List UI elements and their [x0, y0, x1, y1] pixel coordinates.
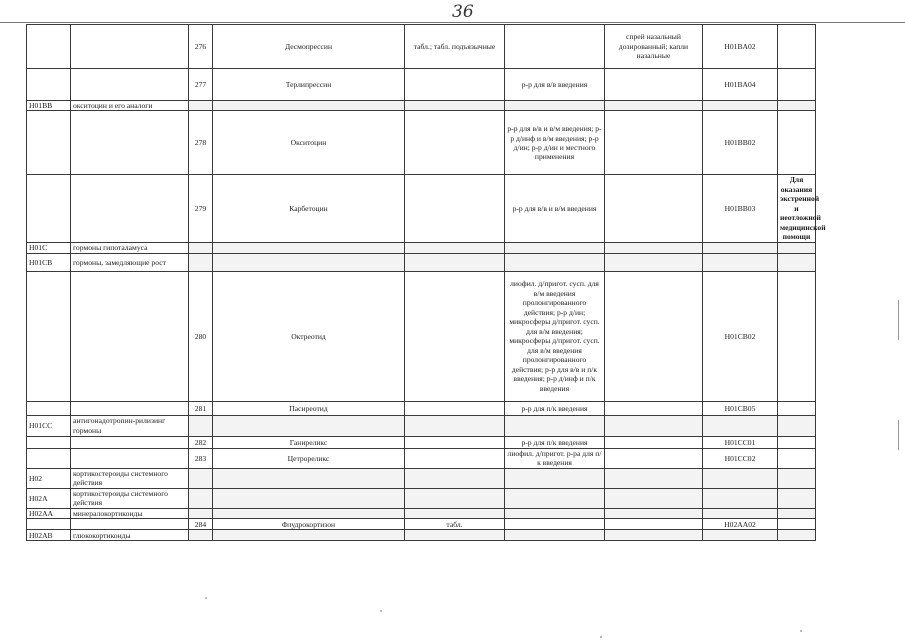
- atc-code-cell: [27, 519, 71, 530]
- note-cell: [778, 25, 816, 69]
- dosage-form-other-cell: спрей назальный дозированный; капли назальные: [605, 25, 703, 69]
- note-cell: Для оказания экстренной и неотложной медицинской помощи: [778, 175, 816, 242]
- table-body: [27, 25, 826, 541]
- atc-drug-code-cell: H01CB02: [703, 271, 778, 401]
- dosage-form-oral-cell: [405, 271, 505, 401]
- group-name-cell: глюкокортикоиды: [71, 530, 189, 541]
- dosage-form-other-cell: [605, 436, 703, 448]
- dosage-form-oral-cell: [405, 436, 505, 448]
- dosage-form-injection-cell: лиофил. д/пригот. р-ра для п/к введения: [505, 448, 605, 468]
- empty-cell: [405, 508, 505, 518]
- drug-name-cell: Пасиреотид: [213, 401, 405, 415]
- empty-cell: [189, 468, 213, 488]
- atc-drug-code-cell: H01CC02: [703, 448, 778, 468]
- empty-cell: [505, 242, 605, 253]
- atc-code-cell: H01C: [27, 242, 71, 253]
- empty-cell: [778, 242, 816, 253]
- empty-cell: [778, 253, 816, 271]
- table-row: [27, 519, 816, 530]
- table-row: [27, 25, 816, 69]
- empty-cell: [405, 468, 505, 488]
- drug-name-cell: Октреотид: [213, 271, 405, 401]
- dosage-form-injection-cell: р-р для п/к введения: [505, 401, 605, 415]
- atc-drug-code-cell: H01BA02: [703, 25, 778, 69]
- group-header-row: [27, 253, 816, 271]
- atc-code-cell: H02A: [27, 488, 71, 508]
- drug-name-cell: Ганиреликс: [213, 436, 405, 448]
- group-name-cell: окситоцин и его аналоги: [71, 101, 189, 111]
- row-number-cell: 281: [189, 401, 213, 415]
- row-number-cell: 277: [189, 69, 213, 101]
- empty-cell: [189, 415, 213, 436]
- group-header-row: [27, 468, 816, 488]
- empty-cell: [213, 530, 405, 541]
- empty-cell: [605, 101, 703, 111]
- empty-cell: [505, 508, 605, 518]
- dosage-form-oral-cell: [405, 111, 505, 175]
- dosage-form-oral-cell: табл.: [405, 519, 505, 530]
- atc-drug-code-cell: H01CB05: [703, 401, 778, 415]
- dosage-form-injection-cell: р-р для в/в и в/м введения; р-р д/инф и в/м введения; р-р д/ин; р-р д/ин и местного применения: [505, 111, 605, 175]
- dosage-form-oral-cell: табл.; табл. подъязычные: [405, 25, 505, 69]
- dosage-form-injection-cell: р-р для п/к введения: [505, 436, 605, 448]
- drug-name-cell: Терлипрессин: [213, 69, 405, 101]
- empty-cell: [405, 415, 505, 436]
- group-header-row: [27, 508, 816, 518]
- empty-cell: [703, 488, 778, 508]
- empty-cell: [505, 101, 605, 111]
- dosage-form-injection-cell: р-р для в/в и в/м введения: [505, 175, 605, 242]
- note-cell: [778, 271, 816, 401]
- group-name-cell: [71, 519, 189, 530]
- empty-cell: [405, 530, 505, 541]
- dosage-form-injection-cell: [505, 519, 605, 530]
- atc-code-cell: [27, 436, 71, 448]
- row-number-cell: 278: [189, 111, 213, 175]
- empty-cell: [405, 242, 505, 253]
- empty-cell: [189, 253, 213, 271]
- table-row: [27, 448, 816, 468]
- atc-code-cell: [27, 401, 71, 415]
- dosage-form-oral-cell: [405, 69, 505, 101]
- row-number-cell: 280: [189, 271, 213, 401]
- table-row: [27, 111, 816, 175]
- drug-name-cell: Флудрокортизон: [213, 519, 405, 530]
- empty-cell: [213, 101, 405, 111]
- empty-cell: [778, 415, 816, 436]
- scan-speck: [205, 597, 207, 599]
- empty-cell: [703, 101, 778, 111]
- atc-code-cell: H01CB: [27, 253, 71, 271]
- note-cell: [778, 401, 816, 415]
- empty-cell: [189, 530, 213, 541]
- dosage-form-oral-cell: [405, 175, 505, 242]
- atc-code-cell: H01BB: [27, 101, 71, 111]
- dosage-form-other-cell: [605, 271, 703, 401]
- group-name-cell: [71, 25, 189, 69]
- row-number-cell: 283: [189, 448, 213, 468]
- scan-speck: [380, 610, 382, 612]
- empty-cell: [213, 468, 405, 488]
- empty-cell: [505, 468, 605, 488]
- group-header-row: [27, 101, 816, 111]
- empty-cell: [605, 415, 703, 436]
- empty-cell: [605, 468, 703, 488]
- atc-code-cell: [27, 25, 71, 69]
- empty-cell: [703, 468, 778, 488]
- empty-cell: [405, 101, 505, 111]
- group-header-row: [27, 242, 816, 253]
- empty-cell: [189, 488, 213, 508]
- dosage-form-other-cell: [605, 519, 703, 530]
- empty-cell: [213, 488, 405, 508]
- drug-name-cell: Окситоцин: [213, 111, 405, 175]
- drug-name-cell: Цетрореликс: [213, 448, 405, 468]
- dosage-form-oral-cell: [405, 401, 505, 415]
- table-row: [27, 271, 816, 401]
- group-name-cell: [71, 448, 189, 468]
- group-header-row: [27, 415, 816, 436]
- empty-cell: [189, 508, 213, 518]
- group-name-cell: [71, 111, 189, 175]
- note-cell: [778, 69, 816, 101]
- empty-cell: [505, 415, 605, 436]
- group-header-row: [27, 488, 816, 508]
- dosage-form-other-cell: [605, 111, 703, 175]
- group-name-cell: антигонадотропин-рилизинг гормоны: [71, 415, 189, 436]
- dosage-form-other-cell: [605, 69, 703, 101]
- empty-cell: [213, 242, 405, 253]
- dosage-form-oral-cell: [405, 448, 505, 468]
- dosage-form-other-cell: [605, 175, 703, 242]
- group-name-cell: кортикостероиды системного действия: [71, 488, 189, 508]
- empty-cell: [605, 253, 703, 271]
- scan-speck: [800, 630, 802, 632]
- empty-cell: [505, 488, 605, 508]
- empty-cell: [703, 253, 778, 271]
- empty-cell: [605, 488, 703, 508]
- atc-code-cell: [27, 69, 71, 101]
- empty-cell: [605, 530, 703, 541]
- empty-cell: [505, 530, 605, 541]
- atc-drug-code-cell: H01BB03: [703, 175, 778, 242]
- atc-code-cell: H01CC: [27, 415, 71, 436]
- group-name-cell: минералокортикоиды: [71, 508, 189, 518]
- atc-code-cell: H02: [27, 468, 71, 488]
- empty-cell: [213, 415, 405, 436]
- drug-registry-table: [26, 24, 826, 541]
- atc-code-cell: [27, 448, 71, 468]
- atc-drug-code-cell: H01CC01: [703, 436, 778, 448]
- page-number: 36: [452, 2, 474, 22]
- empty-cell: [605, 508, 703, 518]
- group-name-cell: [71, 69, 189, 101]
- empty-cell: [778, 101, 816, 111]
- dosage-form-injection-cell: р-р для в/в введения: [505, 69, 605, 101]
- empty-cell: [703, 530, 778, 541]
- empty-cell: [778, 508, 816, 518]
- dosage-form-other-cell: [605, 448, 703, 468]
- empty-cell: [703, 508, 778, 518]
- atc-code-cell: [27, 175, 71, 242]
- empty-cell: [189, 242, 213, 253]
- row-number-cell: 279: [189, 175, 213, 242]
- dosage-form-other-cell: [605, 401, 703, 415]
- empty-cell: [189, 101, 213, 111]
- empty-cell: [778, 488, 816, 508]
- table-row: [27, 436, 816, 448]
- page-top-rule: [0, 22, 905, 23]
- scan-edge-mark: [898, 420, 899, 450]
- dosage-form-injection-cell: лиофил. д/пригот. сусп. для в/м введения пролонгированного действия; р-р д/ин; микросферы д/пригот. сусп. для в/м введения; микросферы д/пригот. сусп. для в/м введения пролонгированного действия; р-р для в/в и п/к введения; р-р д/инф и п/к введения: [505, 271, 605, 401]
- empty-cell: [405, 253, 505, 271]
- empty-cell: [213, 508, 405, 518]
- scan-speck: [600, 636, 602, 638]
- empty-cell: [213, 253, 405, 271]
- group-name-cell: [71, 271, 189, 401]
- empty-cell: [778, 468, 816, 488]
- atc-code-cell: [27, 111, 71, 175]
- group-name-cell: гормоны, замедляющие рост: [71, 253, 189, 271]
- note-cell: [778, 448, 816, 468]
- note-cell: [778, 111, 816, 175]
- drug-name-cell: Десмопрессин: [213, 25, 405, 69]
- empty-cell: [703, 415, 778, 436]
- atc-code-cell: [27, 271, 71, 401]
- atc-drug-code-cell: H01BB02: [703, 111, 778, 175]
- note-cell: [778, 519, 816, 530]
- row-number-cell: 284: [189, 519, 213, 530]
- row-number-cell: 282: [189, 436, 213, 448]
- group-header-row: [27, 530, 816, 541]
- group-name-cell: [71, 175, 189, 242]
- row-number-cell: 276: [189, 25, 213, 69]
- empty-cell: [778, 530, 816, 541]
- group-name-cell: [71, 401, 189, 415]
- atc-code-cell: H02AA: [27, 508, 71, 518]
- atc-drug-code-cell: H02AA02: [703, 519, 778, 530]
- atc-drug-code-cell: H01BA04: [703, 69, 778, 101]
- atc-code-cell: H02AB: [27, 530, 71, 541]
- table-row: [27, 69, 816, 101]
- group-name-cell: [71, 436, 189, 448]
- empty-cell: [405, 488, 505, 508]
- dosage-form-injection-cell: [505, 25, 605, 69]
- drug-name-cell: Карбетоцин: [213, 175, 405, 242]
- scan-edge-mark: [898, 300, 899, 340]
- empty-cell: [703, 242, 778, 253]
- group-name-cell: гормоны гипоталамуса: [71, 242, 189, 253]
- note-cell: [778, 436, 816, 448]
- table-row: [27, 401, 816, 415]
- table-row: [27, 175, 816, 242]
- empty-cell: [605, 242, 703, 253]
- empty-cell: [505, 253, 605, 271]
- group-name-cell: кортикостероиды системного действия: [71, 468, 189, 488]
